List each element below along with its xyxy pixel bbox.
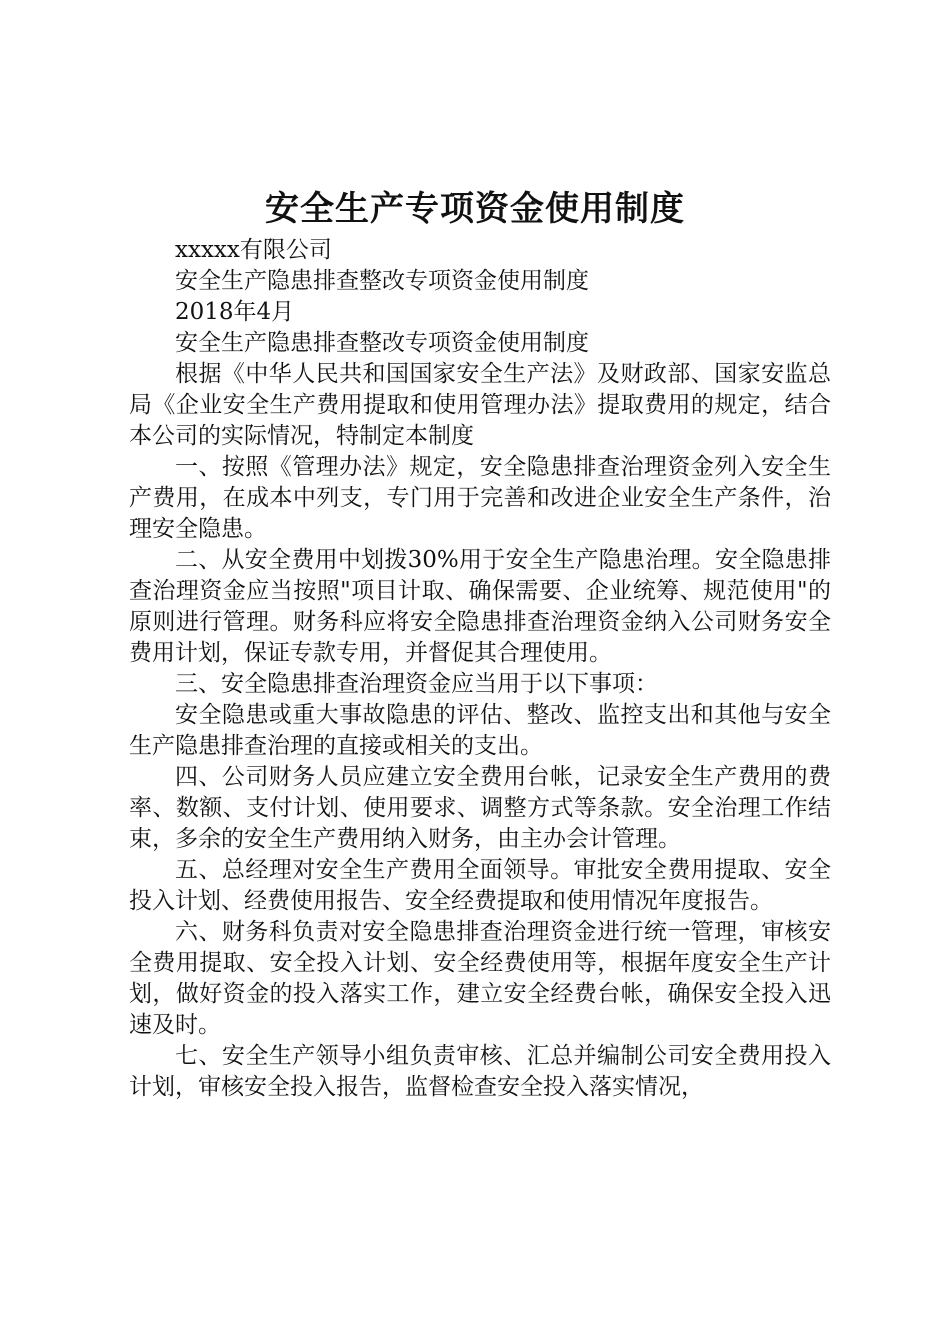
clause-4: 四、公司财务人员应建立安全费用台帐，记录安全生产费用的费率、数额、支付计划、使用要求、调整方式等条款。安全治理工作结束，多余的安全生产费用纳入财务，由主办会计管理。 bbox=[129, 764, 831, 852]
subtitle: 安全生产隐患排查整改专项资金使用制度 bbox=[175, 268, 589, 294]
document-date: 2018年4月 bbox=[175, 299, 295, 325]
clause-1: 一、按照《管理办法》规定，安全隐患排查治理资金列入安全生产费用，在成本中列支，专门用于完善和改进企业安全生产条件，治理安全隐患。 bbox=[129, 454, 831, 542]
clause-3-detail: 安全隐患或重大事故隐患的评估、整改、监控支出和其他与安全生产隐患排查治理的直接或相关的支出。 bbox=[129, 702, 831, 759]
document-title: 安全生产专项资金使用制度 bbox=[265, 189, 685, 229]
clause-6: 六、财务科负责对安全隐患排查治理资金进行统一管理，审核安全费用提取、安全投入计划、安全经费使用等，根据年度安全生产计划，做好资金的投入落实工作，建立安全经费台帐，确保安全投入迅速及时。 bbox=[129, 919, 831, 1038]
clause-7: 七、安全生产领导小组负责审核、汇总并编制公司安全费用投入计划，审核安全投入报告，监督检查安全投入落实情况， bbox=[129, 1043, 831, 1100]
section-heading: 安全生产隐患排查整改专项资金使用制度 bbox=[175, 330, 589, 356]
clause-2: 二、从安全费用中划拨30%用于安全生产隐患治理。安全隐患排查治理资金应当按照"项目计取、确保需要、企业统筹、规范使用"的原则进行管理。财务科应将安全隐患排查治理资金纳入公司财务安全费用计划，保证专款专用，并督促其合理使用。 bbox=[129, 547, 831, 666]
document-body bbox=[129, 235, 831, 1103]
intro-paragraph: 根据《中华人民共和国国家安全生产法》及财政部、国家安监总局《企业安全生产费用提取和使用管理办法》提取费用的规定，结合本公司的实际情况，特制定本制度 bbox=[129, 361, 831, 449]
clause-3: 三、安全隐患排查治理资金应当用于以下事项： bbox=[175, 671, 658, 697]
clause-5: 五、总经理对安全生产费用全面领导。审批安全费用提取、安全投入计划、经费使用报告、安全经费提取和使用情况年度报告。 bbox=[129, 857, 831, 914]
company-name: xxxxx有限公司 bbox=[175, 237, 332, 263]
